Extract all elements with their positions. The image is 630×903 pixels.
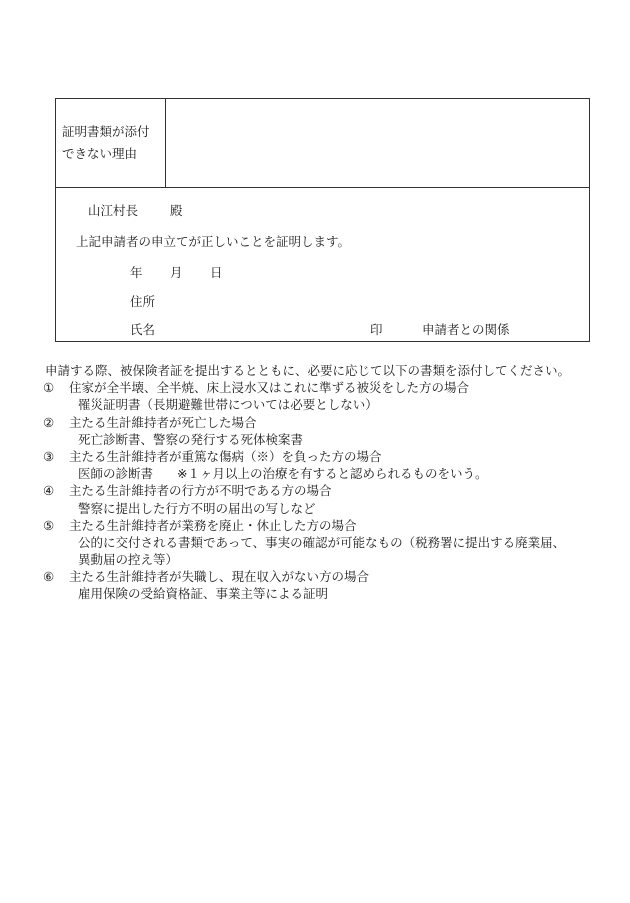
relation-label: 申請者との関係	[422, 322, 510, 337]
note-item-title	[45, 568, 615, 585]
note-title: 主たる生計維持者の行方が不明である方の場合	[69, 483, 332, 499]
note-title: 住家が全半壊、全半焼、床上浸水又はこれに準ずる被災をした方の場合	[69, 380, 470, 396]
note-title: 主たる生計維持者が失職し、現在収入がない方の場合	[69, 569, 370, 585]
name-label: 氏名	[130, 322, 156, 337]
note-item-detail: 罹災証明書（長期避難世帯については必要としない）	[78, 397, 378, 413]
note-item-title	[45, 414, 615, 431]
reason-label	[56, 99, 166, 187]
note-title: 主たる生計維持者が重篤な傷病（※）を負った方の場合	[69, 448, 382, 464]
note-number: ④	[43, 483, 55, 499]
date-year-label: 年	[130, 265, 143, 280]
address-label: 住所	[130, 294, 156, 309]
note-number: ①	[43, 380, 55, 396]
reason-value-field[interactable]	[166, 99, 589, 187]
note-number: ⑤	[43, 517, 55, 533]
attachment-notes	[45, 362, 615, 603]
note-remark: ※１ヶ月以上の治療を有すると認められるものをいう。	[177, 466, 488, 482]
certification-statement: 上記申請者の申立てが正しいことを証明します。	[76, 234, 351, 249]
note-item-detail	[45, 465, 615, 482]
reason-label-line2: できない理由	[62, 146, 138, 161]
note-item-detail: 死亡診断書、警察の発行する死体検案書	[78, 431, 304, 447]
note-item-title	[45, 448, 615, 465]
reason-row	[56, 99, 589, 188]
certification-section	[56, 188, 589, 341]
note-detail-text: 医師の診断書	[78, 466, 154, 482]
seal-label: 印	[370, 322, 383, 337]
note-item-detail: 公的に交付される書類であって、事実の確認が可能なもの（税務署に提出する廃業届、	[78, 534, 566, 550]
date-month-label: 月	[170, 265, 183, 280]
note-item-title	[45, 482, 615, 499]
note-number: ②	[43, 414, 55, 430]
honorific: 殿	[170, 203, 183, 218]
date-day-label: 日	[210, 265, 223, 280]
note-title: 主たる生計維持者が業務を廃止・休止した方の場合	[69, 517, 357, 533]
note-item-detail-continued: 異動届の控え等）	[78, 552, 179, 568]
note-item-detail: 雇用保険の受給資格証、事業主等による証明	[78, 586, 329, 602]
addressee: 山江村長	[88, 203, 139, 218]
note-number: ⑥	[43, 569, 55, 585]
note-item-detail: 警察に提出した行方不明の届出の写しなど	[78, 500, 316, 516]
note-item-title	[45, 379, 615, 396]
certification-form	[55, 98, 590, 342]
note-number: ③	[43, 448, 55, 464]
notes-intro: 申請する際、被保険者証を提出するとともに、必要に応じて以下の書類を添付してください。	[45, 363, 571, 378]
reason-label-line1: 証明書類が添付	[62, 124, 150, 139]
note-item-title	[45, 517, 615, 534]
note-title: 主たる生計維持者が死亡した場合	[69, 414, 257, 430]
